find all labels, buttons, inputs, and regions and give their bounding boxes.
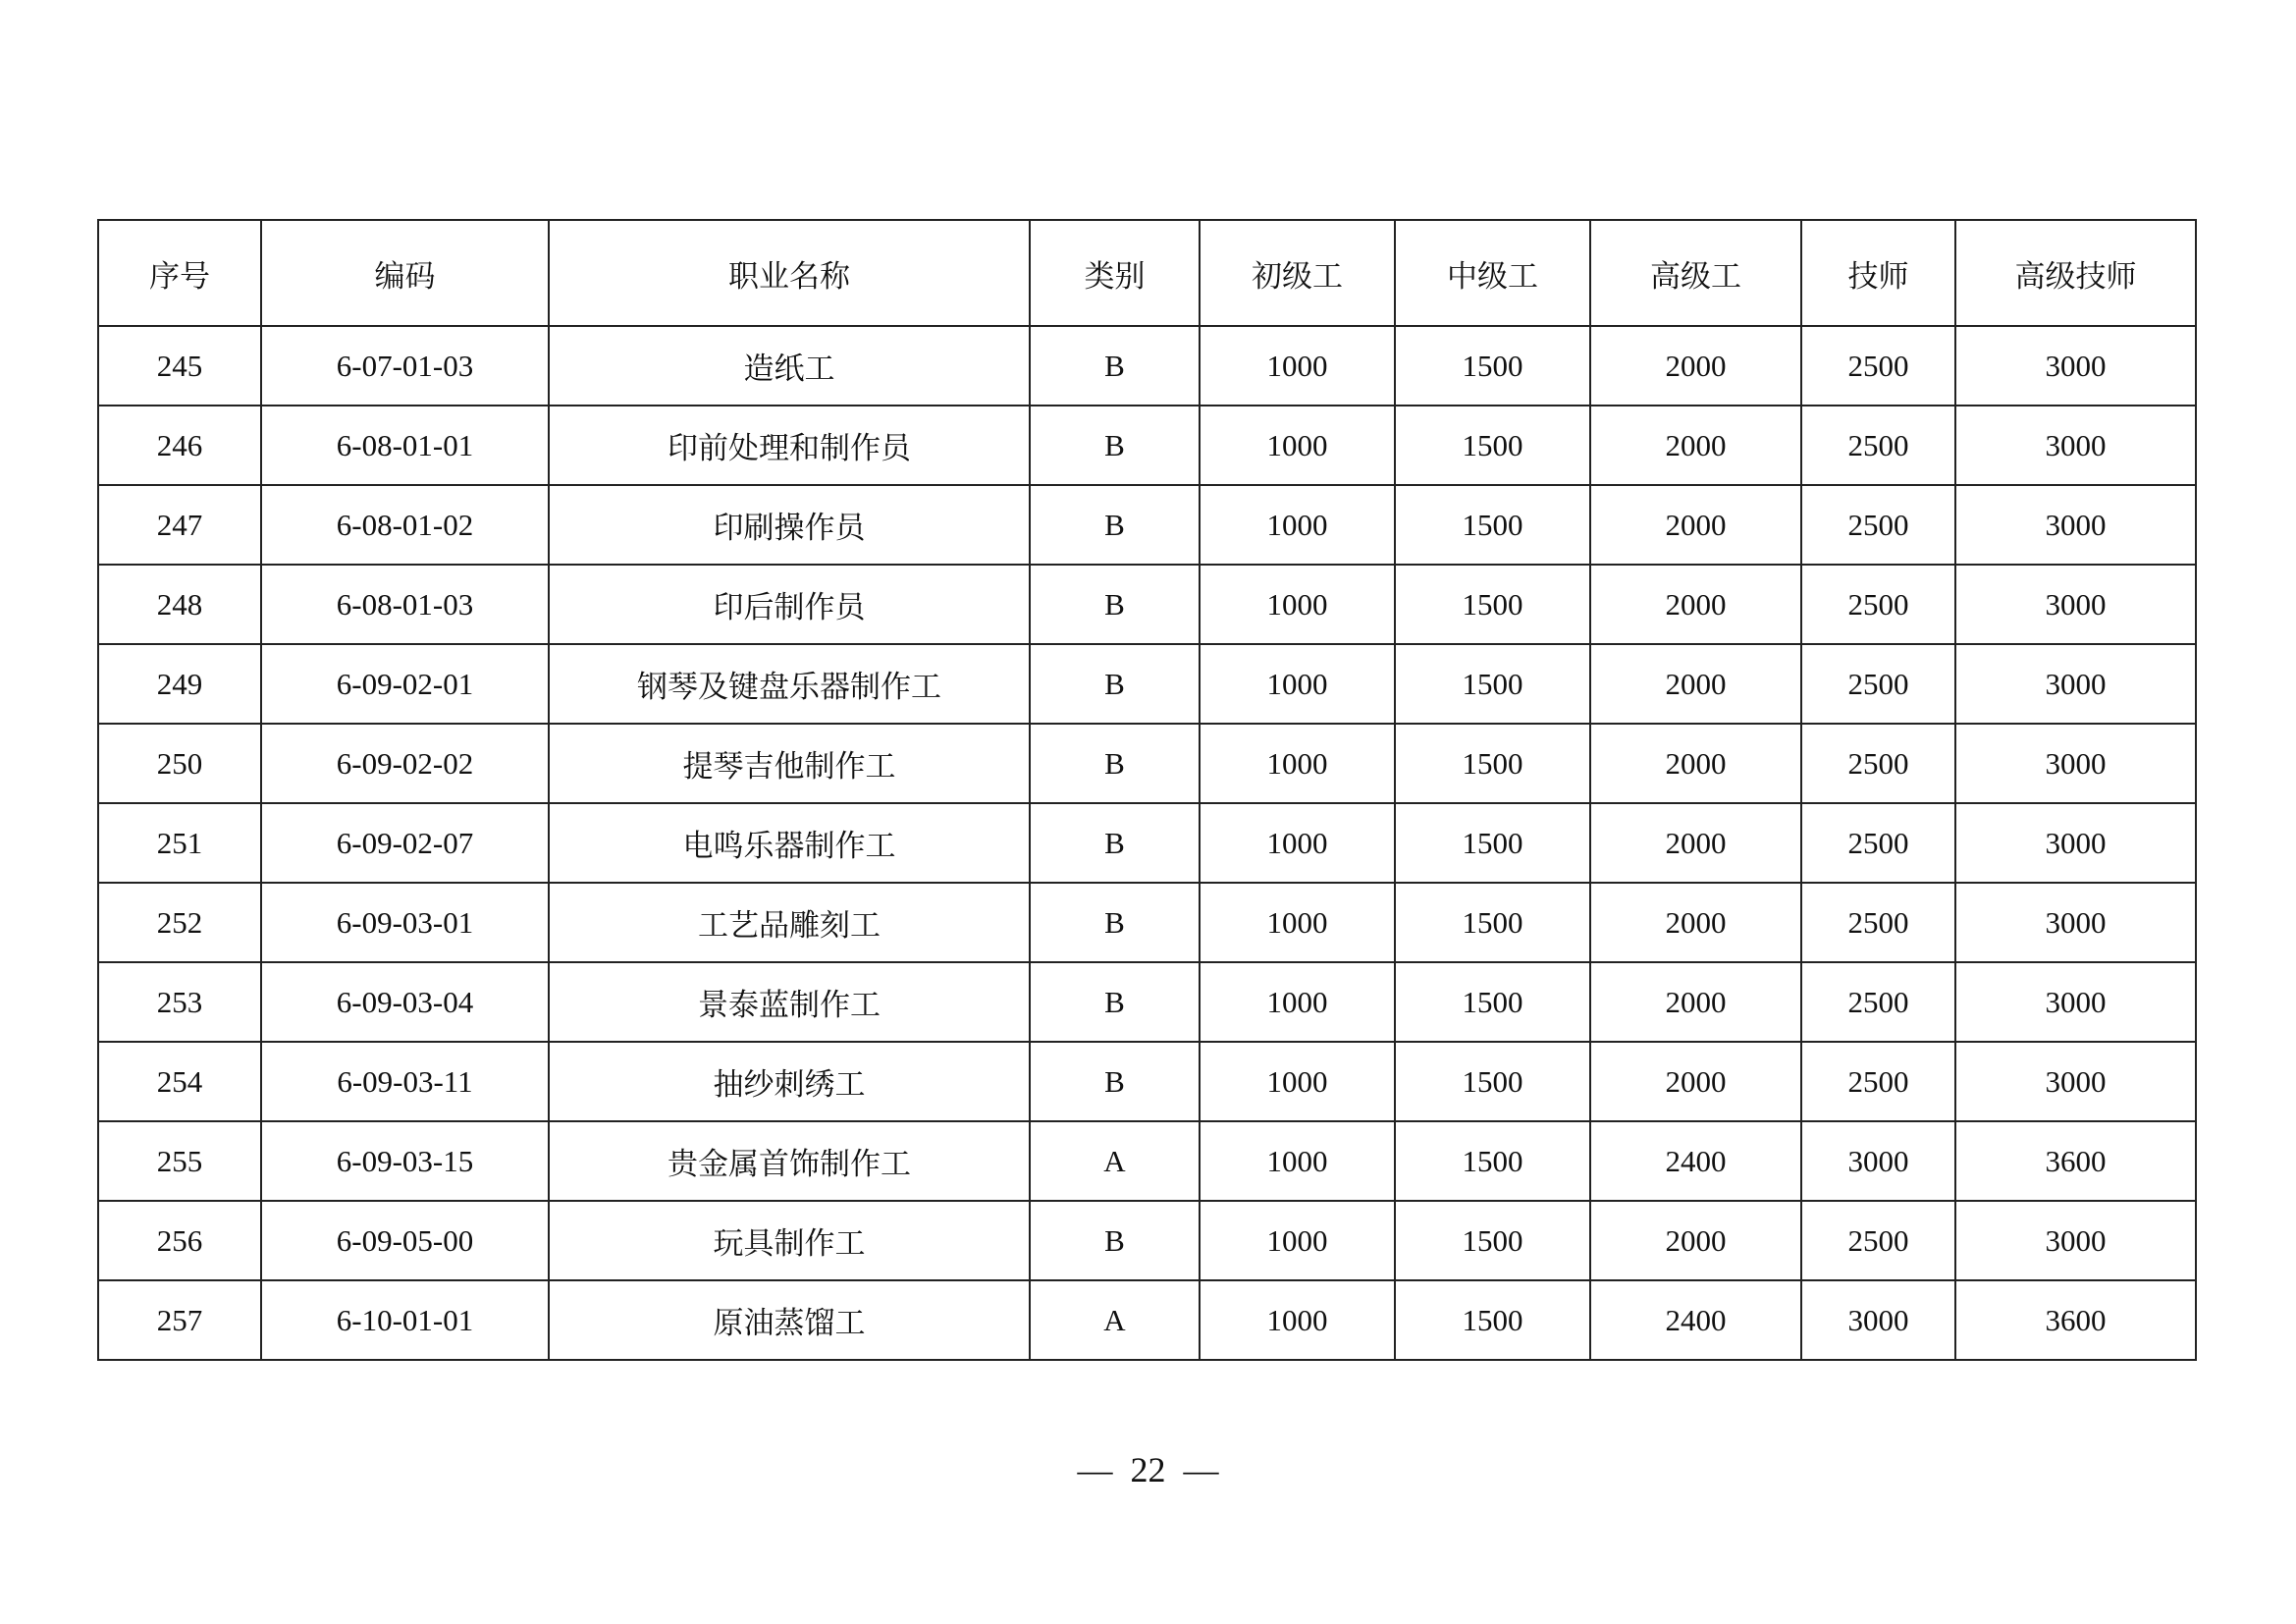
cell-technician: 2500: [1801, 1201, 1955, 1280]
cell-occupation-name: 抽纱刺绣工: [549, 1042, 1030, 1121]
cell-senior-worker: 2000: [1590, 406, 1801, 485]
cell-code: 6-09-05-00: [261, 1201, 549, 1280]
cell-seq: 249: [98, 644, 261, 724]
table-row: [98, 724, 2196, 803]
cell-category: B: [1030, 1201, 1200, 1280]
table-row: [98, 962, 2196, 1042]
cell-senior-technician: 3600: [1955, 1280, 2196, 1360]
cell-occupation-name: 电鸣乐器制作工: [549, 803, 1030, 883]
cell-intermediate-worker: 1500: [1395, 1201, 1590, 1280]
cell-occupation-name: 造纸工: [549, 326, 1030, 406]
cell-intermediate-worker: 1500: [1395, 1280, 1590, 1360]
cell-technician: 2500: [1801, 485, 1955, 565]
cell-code: 6-09-03-01: [261, 883, 549, 962]
occupation-subsidy-table: [97, 219, 2197, 1361]
page-number: 22: [1130, 1450, 1166, 1489]
cell-technician: 2500: [1801, 962, 1955, 1042]
cell-occupation-name: 印前处理和制作员: [549, 406, 1030, 485]
cell-intermediate-worker: 1500: [1395, 406, 1590, 485]
cell-senior-worker: 2000: [1590, 883, 1801, 962]
cell-junior-worker: 1000: [1200, 326, 1395, 406]
cell-junior-worker: 1000: [1200, 485, 1395, 565]
table-row: [98, 1280, 2196, 1360]
cell-occupation-name: 提琴吉他制作工: [549, 724, 1030, 803]
cell-category: B: [1030, 644, 1200, 724]
cell-seq: 253: [98, 962, 261, 1042]
cell-technician: 3000: [1801, 1280, 1955, 1360]
cell-occupation-name: 工艺品雕刻工: [549, 883, 1030, 962]
cell-junior-worker: 1000: [1200, 406, 1395, 485]
cell-intermediate-worker: 1500: [1395, 644, 1590, 724]
cell-seq: 250: [98, 724, 261, 803]
cell-seq: 254: [98, 1042, 261, 1121]
table-row: [98, 803, 2196, 883]
cell-occupation-name: 景泰蓝制作工: [549, 962, 1030, 1042]
cell-junior-worker: 1000: [1200, 962, 1395, 1042]
cell-category: B: [1030, 565, 1200, 644]
cell-intermediate-worker: 1500: [1395, 803, 1590, 883]
cell-senior-technician: 3000: [1955, 1201, 2196, 1280]
cell-code: 6-09-02-07: [261, 803, 549, 883]
table-row: [98, 1201, 2196, 1280]
header-senior-technician: 高级技师: [1955, 220, 2196, 326]
cell-intermediate-worker: 1500: [1395, 485, 1590, 565]
cell-seq: 257: [98, 1280, 261, 1360]
cell-code: 6-08-01-02: [261, 485, 549, 565]
cell-category: B: [1030, 485, 1200, 565]
cell-occupation-name: 印刷操作员: [549, 485, 1030, 565]
table-row: [98, 644, 2196, 724]
header-intermediate-worker: 中级工: [1395, 220, 1590, 326]
cell-category: B: [1030, 724, 1200, 803]
cell-intermediate-worker: 1500: [1395, 1042, 1590, 1121]
cell-occupation-name: 玩具制作工: [549, 1201, 1030, 1280]
cell-junior-worker: 1000: [1200, 1042, 1395, 1121]
cell-senior-technician: 3600: [1955, 1121, 2196, 1201]
cell-seq: 248: [98, 565, 261, 644]
cell-seq: 251: [98, 803, 261, 883]
table-body: [98, 326, 2196, 1360]
cell-seq: 245: [98, 326, 261, 406]
cell-intermediate-worker: 1500: [1395, 883, 1590, 962]
cell-seq: 255: [98, 1121, 261, 1201]
table-row: [98, 883, 2196, 962]
header-occupation-name: 职业名称: [549, 220, 1030, 326]
header-row: [98, 220, 2196, 326]
cell-senior-worker: 2000: [1590, 803, 1801, 883]
cell-code: 6-07-01-03: [261, 326, 549, 406]
cell-junior-worker: 1000: [1200, 724, 1395, 803]
cell-junior-worker: 1000: [1200, 565, 1395, 644]
cell-senior-technician: 3000: [1955, 962, 2196, 1042]
cell-senior-technician: 3000: [1955, 565, 2196, 644]
cell-category: B: [1030, 326, 1200, 406]
cell-code: 6-10-01-01: [261, 1280, 549, 1360]
cell-category: A: [1030, 1121, 1200, 1201]
cell-senior-technician: 3000: [1955, 883, 2196, 962]
cell-senior-worker: 2400: [1590, 1280, 1801, 1360]
cell-intermediate-worker: 1500: [1395, 724, 1590, 803]
cell-senior-worker: 2000: [1590, 485, 1801, 565]
cell-code: 6-09-03-15: [261, 1121, 549, 1201]
cell-code: 6-08-01-03: [261, 565, 549, 644]
table-row: [98, 406, 2196, 485]
occupation-table-container: [97, 219, 2195, 1361]
cell-code: 6-09-03-11: [261, 1042, 549, 1121]
cell-junior-worker: 1000: [1200, 883, 1395, 962]
cell-intermediate-worker: 1500: [1395, 565, 1590, 644]
cell-senior-worker: 2000: [1590, 962, 1801, 1042]
cell-senior-worker: 2000: [1590, 724, 1801, 803]
cell-occupation-name: 印后制作员: [549, 565, 1030, 644]
cell-technician: 2500: [1801, 644, 1955, 724]
cell-seq: 256: [98, 1201, 261, 1280]
cell-junior-worker: 1000: [1200, 1121, 1395, 1201]
cell-occupation-name: 钢琴及键盘乐器制作工: [549, 644, 1030, 724]
cell-technician: 2500: [1801, 1042, 1955, 1121]
table-row: [98, 565, 2196, 644]
table-row: [98, 485, 2196, 565]
cell-category: B: [1030, 1042, 1200, 1121]
cell-category: B: [1030, 406, 1200, 485]
cell-code: 6-09-03-04: [261, 962, 549, 1042]
table-row: [98, 1042, 2196, 1121]
cell-category: B: [1030, 962, 1200, 1042]
cell-senior-technician: 3000: [1955, 724, 2196, 803]
cell-occupation-name: 原油蒸馏工: [549, 1280, 1030, 1360]
cell-code: 6-09-02-02: [261, 724, 549, 803]
cell-technician: 2500: [1801, 803, 1955, 883]
cell-category: B: [1030, 803, 1200, 883]
footer-dash-right: —: [1183, 1450, 1219, 1489]
cell-technician: 2500: [1801, 724, 1955, 803]
cell-seq: 246: [98, 406, 261, 485]
cell-junior-worker: 1000: [1200, 1280, 1395, 1360]
cell-junior-worker: 1000: [1200, 1201, 1395, 1280]
cell-intermediate-worker: 1500: [1395, 1121, 1590, 1201]
cell-seq: 252: [98, 883, 261, 962]
header-category: 类别: [1030, 220, 1200, 326]
page-footer: [0, 1449, 2296, 1490]
cell-intermediate-worker: 1500: [1395, 962, 1590, 1042]
footer-dash-left: —: [1077, 1450, 1113, 1489]
cell-senior-technician: 3000: [1955, 644, 2196, 724]
cell-senior-worker: 2000: [1590, 1201, 1801, 1280]
cell-senior-technician: 3000: [1955, 485, 2196, 565]
cell-junior-worker: 1000: [1200, 644, 1395, 724]
cell-senior-worker: 2000: [1590, 644, 1801, 724]
cell-code: 6-09-02-01: [261, 644, 549, 724]
header-senior-worker: 高级工: [1590, 220, 1801, 326]
cell-technician: 2500: [1801, 326, 1955, 406]
cell-occupation-name: 贵金属首饰制作工: [549, 1121, 1030, 1201]
header-seq: 序号: [98, 220, 261, 326]
table-row: [98, 1121, 2196, 1201]
cell-senior-technician: 3000: [1955, 406, 2196, 485]
cell-senior-technician: 3000: [1955, 803, 2196, 883]
cell-code: 6-08-01-01: [261, 406, 549, 485]
cell-technician: 2500: [1801, 406, 1955, 485]
cell-category: A: [1030, 1280, 1200, 1360]
cell-senior-technician: 3000: [1955, 326, 2196, 406]
cell-junior-worker: 1000: [1200, 803, 1395, 883]
cell-technician: 2500: [1801, 883, 1955, 962]
cell-senior-worker: 2000: [1590, 326, 1801, 406]
cell-senior-worker: 2000: [1590, 1042, 1801, 1121]
cell-seq: 247: [98, 485, 261, 565]
table-row: [98, 326, 2196, 406]
header-code: 编码: [261, 220, 549, 326]
cell-technician: 3000: [1801, 1121, 1955, 1201]
header-technician: 技师: [1801, 220, 1955, 326]
cell-senior-worker: 2400: [1590, 1121, 1801, 1201]
header-junior-worker: 初级工: [1200, 220, 1395, 326]
cell-senior-technician: 3000: [1955, 1042, 2196, 1121]
cell-category: B: [1030, 883, 1200, 962]
cell-senior-worker: 2000: [1590, 565, 1801, 644]
cell-technician: 2500: [1801, 565, 1955, 644]
cell-intermediate-worker: 1500: [1395, 326, 1590, 406]
